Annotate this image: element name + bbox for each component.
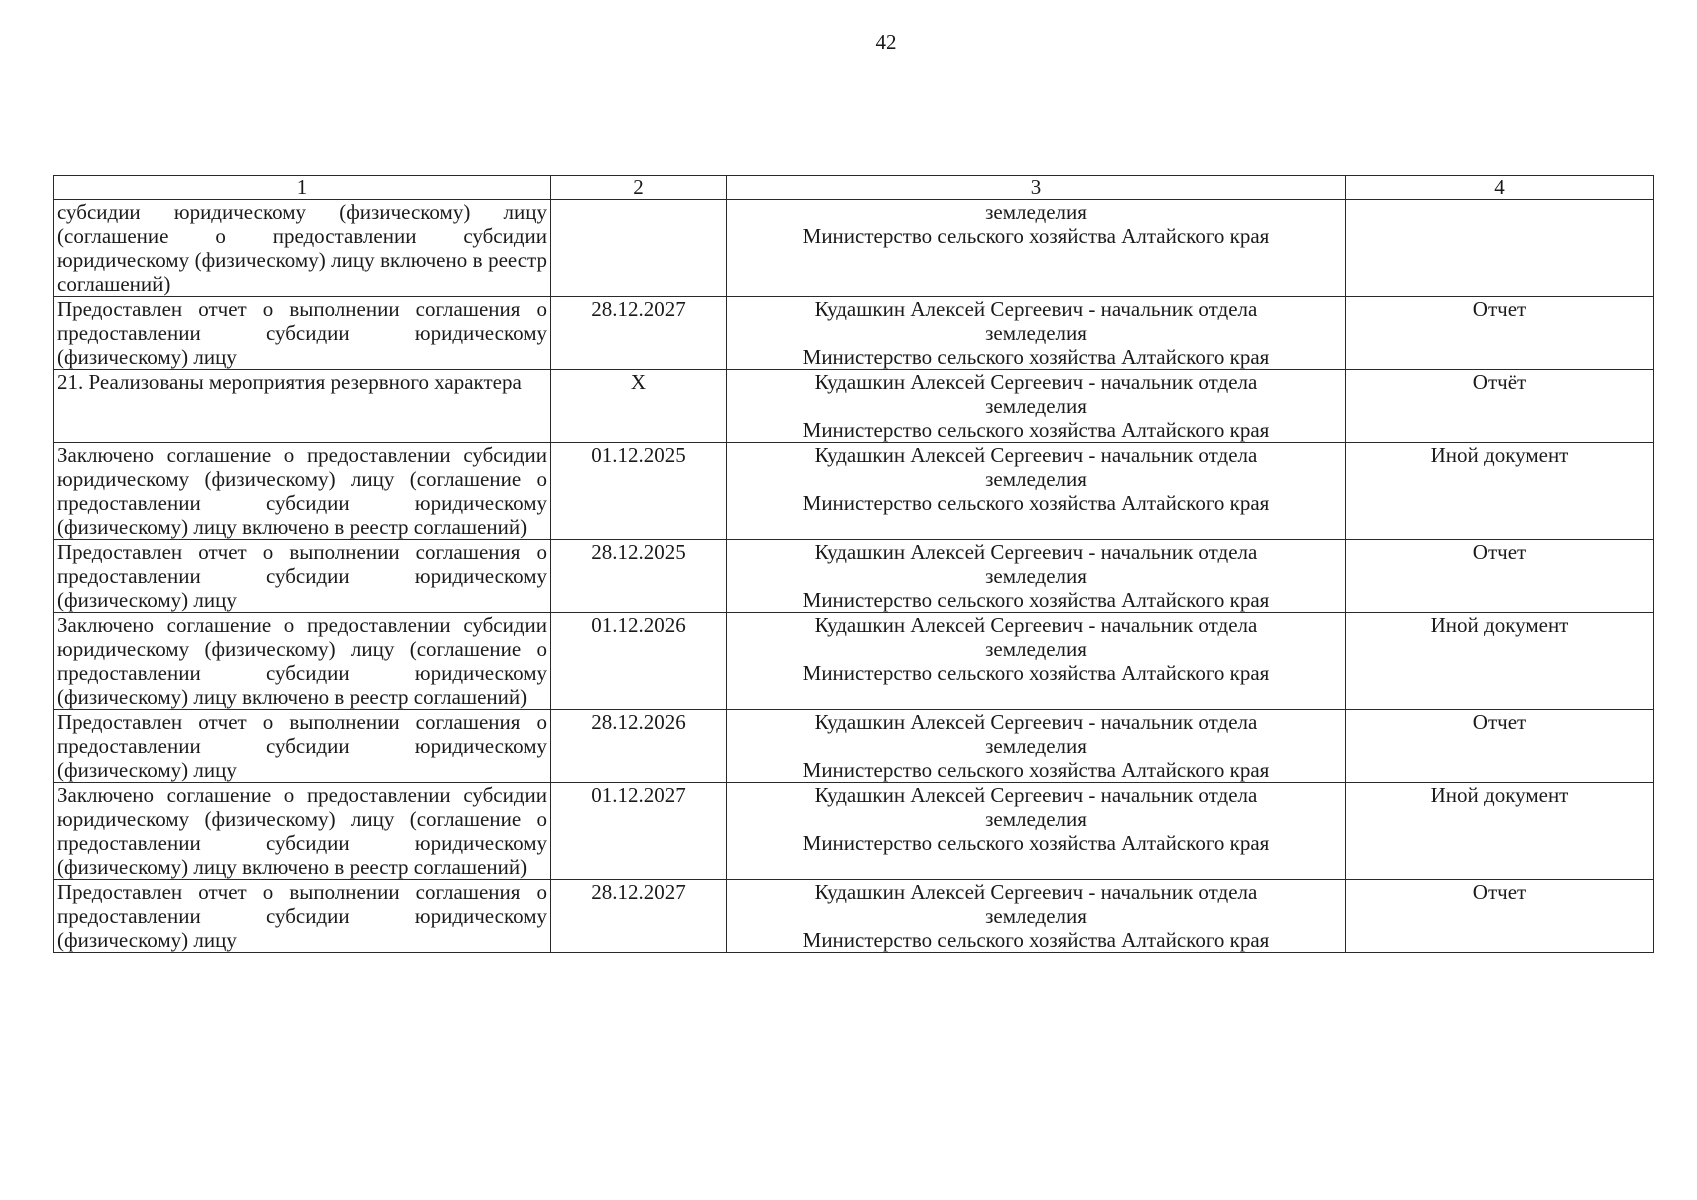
- responsible-name: Кудашкин Алексей Сергеевич - начальник отдела: [814, 783, 1258, 807]
- event-description: Предоставлен отчет о выполнении соглашения о предоставлении субсидии юридическому (физическому) лицу: [54, 540, 551, 613]
- responsible-person: [727, 783, 1346, 880]
- responsible-ministry: Министерство сельского хозяйства Алтайского края: [802, 758, 1270, 782]
- responsible-name: Кудашкин Алексей Сергеевич - начальник отдела: [814, 370, 1258, 394]
- document-type: Отчёт: [1346, 370, 1654, 443]
- table-row: [54, 880, 1654, 953]
- responsible-ministry: Министерство сельского хозяйства Алтайского края: [802, 224, 1270, 248]
- responsible-department: земледелия: [985, 200, 1087, 224]
- event-description: Заключено соглашение о предоставлении субсидии юридическому (физическому) лицу (соглашение о предоставлении субсидии юридическому (физическому) лицу включено в реестр соглашений): [54, 613, 551, 710]
- responsible-name: Кудашкин Алексей Сергеевич - начальник отдела: [814, 710, 1258, 734]
- table-header-row: [54, 176, 1654, 200]
- document-type: Отчет: [1346, 297, 1654, 370]
- table-row: [54, 710, 1654, 783]
- responsible-name: Кудашкин Алексей Сергеевич - начальник отдела: [814, 613, 1258, 637]
- document-type: Отчет: [1346, 880, 1654, 953]
- deadline-date: 28.12.2026: [551, 710, 727, 783]
- responsible-name: Кудашкин Алексей Сергеевич - начальник отдела: [814, 540, 1258, 564]
- page-number: 42: [875, 30, 897, 54]
- document-type: Отчет: [1346, 540, 1654, 613]
- column-header-1: 1: [54, 176, 551, 200]
- responsible-person: [727, 443, 1346, 540]
- column-header-3: 3: [727, 176, 1346, 200]
- responsible-department: земледелия: [985, 904, 1087, 928]
- responsible-ministry: Министерство сельского хозяйства Алтайского края: [802, 588, 1270, 612]
- responsible-ministry: Министерство сельского хозяйства Алтайского края: [802, 928, 1270, 952]
- table-row: [54, 200, 1654, 297]
- responsible-ministry: Министерство сельского хозяйства Алтайского края: [802, 491, 1270, 515]
- event-description: Предоставлен отчет о выполнении соглашения о предоставлении субсидии юридическому (физическому) лицу: [54, 710, 551, 783]
- responsible-department: земледелия: [985, 564, 1087, 588]
- document-type: [1346, 200, 1654, 297]
- document-type: Отчет: [1346, 710, 1654, 783]
- schedule-table: [53, 175, 1654, 953]
- event-description: Заключено соглашение о предоставлении субсидии юридическому (физическому) лицу (соглашение о предоставлении субсидии юридическому (физическому) лицу включено в реестр соглашений): [54, 783, 551, 880]
- deadline-date: 28.12.2025: [551, 540, 727, 613]
- deadline-date: 28.12.2027: [551, 880, 727, 953]
- responsible-person: [727, 710, 1346, 783]
- responsible-department: земледелия: [985, 321, 1087, 345]
- table-row: [54, 613, 1654, 710]
- column-header-2: 2: [551, 176, 727, 200]
- deadline-date: 01.12.2026: [551, 613, 727, 710]
- deadline-date: X: [551, 370, 727, 443]
- responsible-department: земледелия: [985, 467, 1087, 491]
- document-type: Иной документ: [1346, 613, 1654, 710]
- responsible-department: земледелия: [985, 807, 1087, 831]
- table-row: [54, 297, 1654, 370]
- deadline-date: 01.12.2027: [551, 783, 727, 880]
- deadline-date: [551, 200, 727, 297]
- event-description: 21. Реализованы мероприятия резервного характера: [54, 370, 551, 443]
- responsible-name: Кудашкин Алексей Сергеевич - начальник отдела: [814, 443, 1258, 467]
- table-row: [54, 443, 1654, 540]
- responsible-department: земледелия: [985, 637, 1087, 661]
- deadline-date: 28.12.2027: [551, 297, 727, 370]
- table-row: [54, 783, 1654, 880]
- responsible-name: Кудашкин Алексей Сергеевич - начальник отдела: [814, 880, 1258, 904]
- table-row: [54, 370, 1654, 443]
- responsible-person: [727, 540, 1346, 613]
- responsible-person: [727, 613, 1346, 710]
- responsible-person: [727, 200, 1346, 297]
- deadline-date: 01.12.2025: [551, 443, 727, 540]
- responsible-department: земледелия: [985, 394, 1087, 418]
- responsible-person: [727, 297, 1346, 370]
- responsible-ministry: Министерство сельского хозяйства Алтайского края: [802, 418, 1270, 442]
- responsible-department: земледелия: [985, 734, 1087, 758]
- document-type: Иной документ: [1346, 443, 1654, 540]
- column-header-4: 4: [1346, 176, 1654, 200]
- responsible-name: Кудашкин Алексей Сергеевич - начальник отдела: [814, 297, 1258, 321]
- event-description: Предоставлен отчет о выполнении соглашения о предоставлении субсидии юридическому (физическому) лицу: [54, 880, 551, 953]
- table-row: [54, 540, 1654, 613]
- responsible-ministry: Министерство сельского хозяйства Алтайского края: [802, 345, 1270, 369]
- event-description: Предоставлен отчет о выполнении соглашения о предоставлении субсидии юридическому (физическому) лицу: [54, 297, 551, 370]
- responsible-person: [727, 370, 1346, 443]
- event-description: Заключено соглашение о предоставлении субсидии юридическому (физическому) лицу (соглашение о предоставлении субсидии юридическому (физическому) лицу включено в реестр соглашений): [54, 443, 551, 540]
- responsible-person: [727, 880, 1346, 953]
- responsible-ministry: Министерство сельского хозяйства Алтайского края: [802, 831, 1270, 855]
- responsible-ministry: Министерство сельского хозяйства Алтайского края: [802, 661, 1270, 685]
- document-type: Иной документ: [1346, 783, 1654, 880]
- event-description: субсидии юридическому (физическому) лицу (соглашение о предоставлении субсидии юридическому (физическому) лицу включено в реестр соглашений): [54, 200, 551, 297]
